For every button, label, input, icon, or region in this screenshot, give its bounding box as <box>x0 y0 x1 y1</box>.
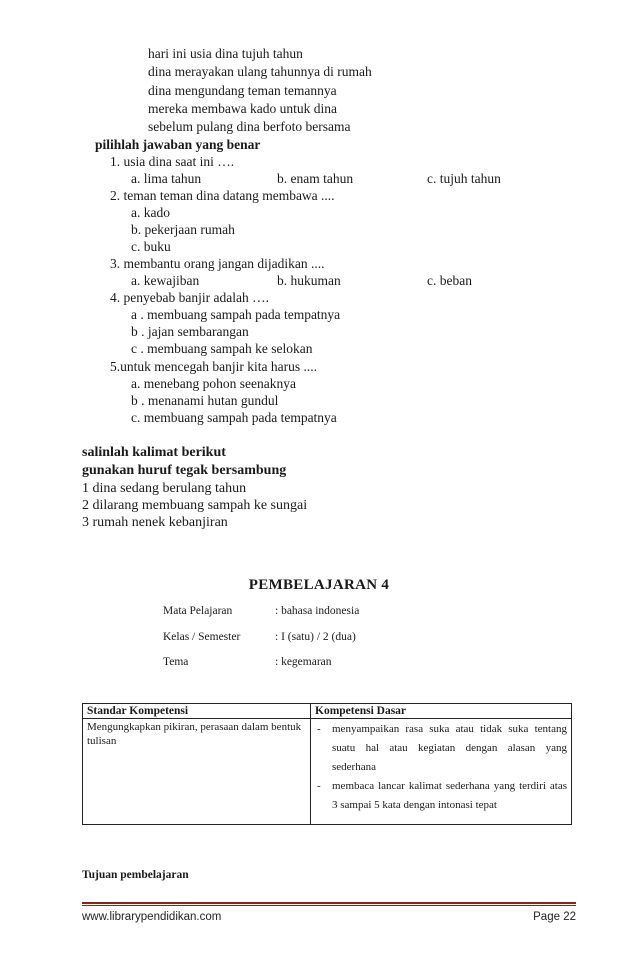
meta-value: : kegemaran <box>275 656 332 668</box>
dash-bullet: - <box>317 780 321 792</box>
option: b. enam tahun <box>277 171 354 186</box>
story-line: mereka membawa kado untuk dina <box>148 101 337 116</box>
dash-bullet: - <box>317 723 321 735</box>
meta-label: Mata Pelajaran <box>163 605 233 617</box>
tujuan-heading: Tujuan pembelajaran <box>82 869 189 881</box>
kompetensi-dasar-cell <box>311 719 572 825</box>
option: a. kado <box>131 205 170 220</box>
copy-line: 2 dilarang membuang sampah ke sungai <box>82 498 308 513</box>
option: b . jajan sembarangan <box>131 324 249 339</box>
table-row <box>83 719 572 825</box>
story-line: sebelum pulang dina berfoto bersama <box>148 119 351 134</box>
question-5: 5.untuk mencegah banjir kita harus .... <box>110 359 317 374</box>
copy-line: 3 rumah nenek kebanjiran <box>82 515 228 530</box>
competency-table <box>82 703 572 825</box>
list-item <box>315 720 567 777</box>
footer-page-number: Page 22 <box>533 911 576 923</box>
footer-rule <box>82 905 576 906</box>
standar-kompetensi-cell: Mengungkapkan pikiran, perasaan dalam bentuk tulisan <box>83 719 311 825</box>
table-header-dasar: Kompetensi Dasar <box>311 704 572 719</box>
copy-subheading: gunakan huruf tegak bersambung <box>82 463 287 478</box>
option: c. buku <box>131 239 171 254</box>
lesson-title: PEMBELAJARAN 4 <box>248 577 390 593</box>
option: a. kewajiban <box>131 273 200 288</box>
table-header-row <box>83 704 572 719</box>
footer-site: www.librarypendidikan.com <box>82 911 222 923</box>
meta-label: Kelas / Semester <box>163 631 241 643</box>
option: c. membuang sampah pada tempatnya <box>131 410 337 425</box>
kd-text: menyampaikan rasa suka atau tidak suka tentang suatu hal atau kegiatan dengan alasan yang sederhana <box>332 723 567 773</box>
story-line: hari ini usia dina tujuh tahun <box>148 46 303 61</box>
copy-heading: salinlah kalimat berikut <box>82 445 226 460</box>
option: a. lima tahun <box>131 171 202 186</box>
kd-text: membaca lancar kalimat sederhana yang terdiri atas 3 sampai 5 kata dengan intonasi tepat <box>332 780 567 811</box>
question-4: 4. penyebab banjir adalah …. <box>110 290 269 305</box>
option: b. hukuman <box>277 273 341 288</box>
instruction-heading: pilihlah jawaban yang benar <box>95 137 261 152</box>
question-1: 1. usia dina saat ini …. <box>110 154 235 169</box>
question-3: 3. membantu orang jangan dijadikan .... <box>110 256 325 271</box>
story-line: dina merayakan ulang tahunnya di rumah <box>148 64 372 79</box>
list-item <box>315 777 567 815</box>
meta-label: Tema <box>163 656 189 668</box>
option: b. pekerjaan rumah <box>131 222 235 237</box>
option: b . menanami hutan gundul <box>131 393 279 408</box>
footer-rule <box>82 902 576 904</box>
meta-value: : I (satu) / 2 (dua) <box>275 631 356 643</box>
copy-line: 1 dina sedang berulang tahun <box>82 481 247 496</box>
option: a. menebang pohon seenaknya <box>131 376 296 391</box>
option: c. tujuh tahun <box>427 171 501 186</box>
question-2: 2. teman teman dina datang membawa .... <box>110 188 335 203</box>
story-line: dina mengundang teman temannya <box>148 83 337 98</box>
option: c . membuang sampah ke selokan <box>131 341 313 356</box>
option: c. beban <box>427 273 472 288</box>
option: a . membuang sampah pada tempatnya <box>131 307 341 322</box>
table-header-standar: Standar Kompetensi <box>83 704 311 719</box>
meta-value: : bahasa indonesia <box>275 605 360 617</box>
